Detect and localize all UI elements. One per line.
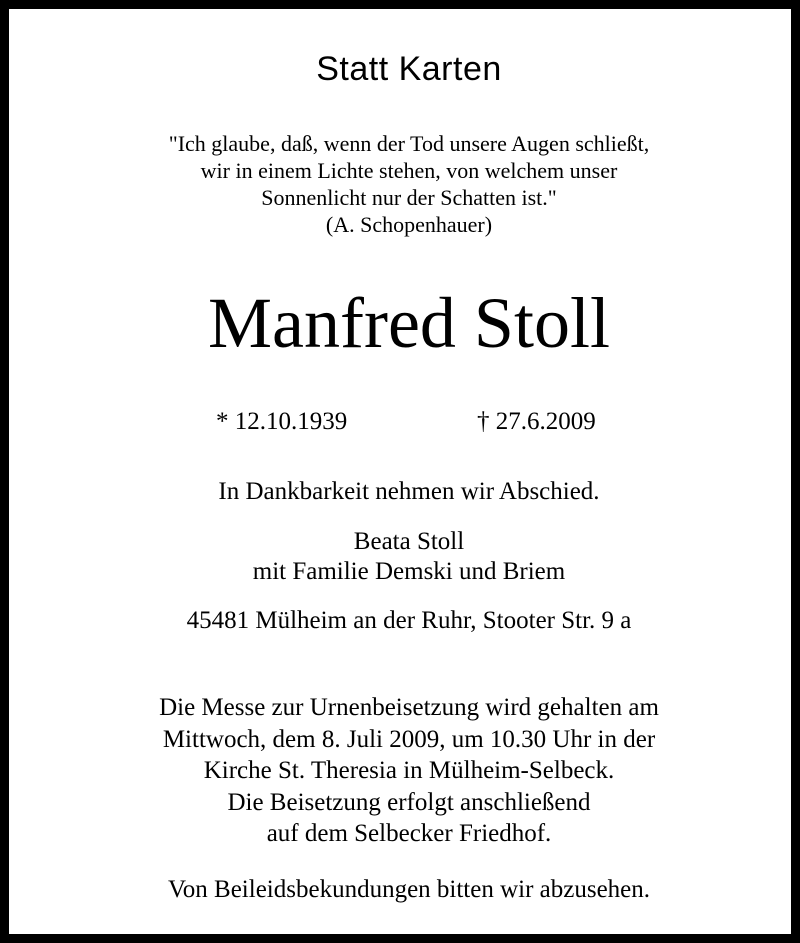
- ceremony-line-5: auf dem Selbecker Friedhof.: [266, 820, 552, 847]
- farewell-text: In Dankbarkeit nehmen wir Abschied.: [218, 478, 600, 505]
- mourner-line-1: Beata Stoll: [353, 528, 465, 555]
- notice-header: Statt Karten: [316, 50, 502, 88]
- quote-author: (A. Schopenhauer): [325, 212, 493, 237]
- ceremony-line-3: Kirche St. Theresia in Mülheim-Selbeck.: [203, 757, 615, 784]
- ceremony-line-1: Die Messe zur Urnenbeisetzung wird gehalten am: [159, 694, 659, 721]
- mourner-line-2: mit Familie Demski und Briem: [252, 558, 566, 585]
- quote-line-2: wir in einem Lichte stehen, von welchem unser: [200, 158, 618, 183]
- mourners-block: [9, 527, 800, 587]
- ceremony-line-2: Mittwoch, dem 8. Juli 2009, um 10.30 Uhr in der: [162, 725, 656, 753]
- quote-line-3: Sonnenlicht nur der Schatten ist.": [261, 185, 557, 210]
- ceremony-block: [9, 692, 800, 850]
- quote-line-1: "Ich glaube, daß, wenn der Tod unsere Augen schließt,: [168, 131, 650, 156]
- quote-block: [9, 130, 800, 238]
- birth-date: * 12.10.1939: [216, 408, 348, 435]
- death-date: † 27.6.2009: [477, 408, 596, 435]
- closing-text: Von Beileidsbekundungen bitten wir abzusehen.: [167, 876, 651, 903]
- ceremony-line-4: Die Beisetzung erfolgt anschließend: [227, 788, 591, 816]
- address-text: 45481 Mülheim an der Ruhr, Stooter Str. 9 a: [186, 607, 632, 634]
- deceased-name: Manfred Stoll: [208, 283, 610, 363]
